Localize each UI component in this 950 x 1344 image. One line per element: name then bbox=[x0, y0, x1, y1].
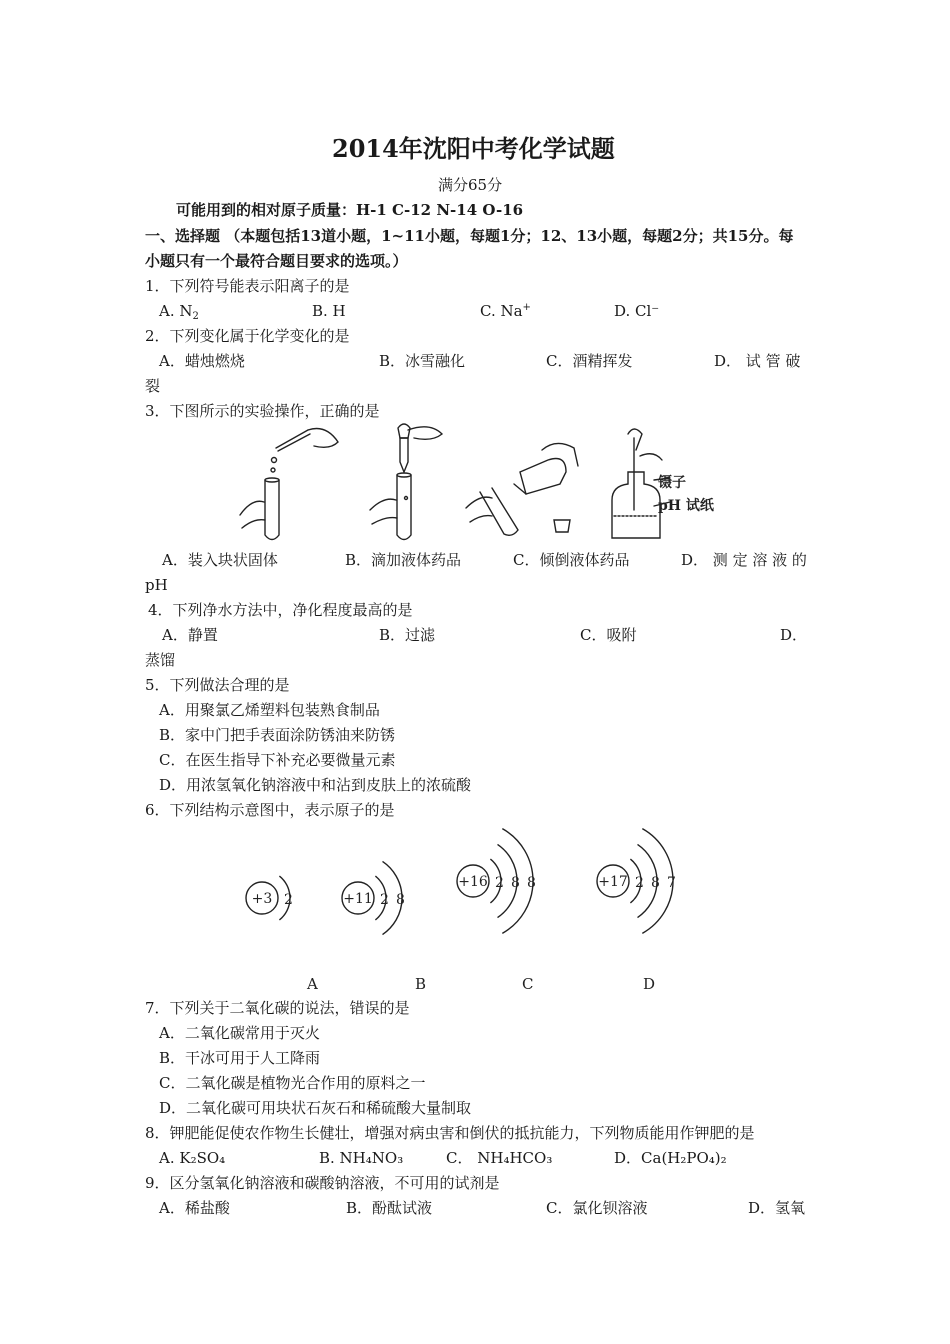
q9-option-c: C．氯化钡溶液 bbox=[546, 1199, 648, 1217]
q4-option-a: A．静置 bbox=[162, 626, 218, 644]
shell-electron-count: 8 bbox=[651, 875, 660, 891]
q9-stem: 9．区分氢氧化钠溶液和碳酸钠溶液，不可用的试剂是 bbox=[145, 1174, 500, 1192]
q8-stem: 8．钾肥能促使农作物生长健壮，增强对病虫害和倒伏的抵抗能力，下列物质能用作钾肥的是 bbox=[145, 1124, 755, 1142]
q1-option-a: A. $N_2$ bbox=[159, 302, 199, 322]
shell-electron-count: 7 bbox=[667, 875, 676, 891]
lab-figure-c bbox=[466, 443, 578, 535]
shell-electron-count: 2 bbox=[635, 875, 644, 891]
q4-stem: 4．下列净水方法中，净化程度最高的是 bbox=[148, 601, 413, 619]
diagram-option-label: D bbox=[643, 975, 656, 993]
atom-diagram-c bbox=[457, 829, 536, 993]
atomic-mass-line: 可能用到的相对原子质量：H-1 C-12 N-14 O-16 bbox=[176, 201, 524, 219]
q5-option-b: B．家中门把手表面涂防锈油来防锈 bbox=[159, 726, 396, 744]
q2-option-a: A．蜡烛燃烧 bbox=[159, 352, 245, 370]
q4-option-c: C．吸附 bbox=[580, 626, 637, 644]
q7-option-b: B．干冰可用于人工降雨 bbox=[159, 1049, 321, 1067]
nucleus-charge: +17 bbox=[598, 874, 628, 890]
shell-electron-count: 8 bbox=[527, 875, 536, 891]
q9-option-b: B．酚酞试液 bbox=[346, 1199, 433, 1217]
q7-option-d: D．二氧化碳可用块状石灰石和稀硫酸大量制取 bbox=[159, 1099, 472, 1117]
q3-option-d-wrap: pH bbox=[145, 576, 168, 594]
ph-paper-label: pH 试纸 bbox=[658, 498, 714, 514]
diagram-option-label: B bbox=[415, 975, 427, 993]
q4-option-d-wrap: 蒸馏 bbox=[145, 651, 176, 669]
nucleus-charge: +16 bbox=[458, 874, 488, 890]
diagram-option-label: C bbox=[522, 975, 534, 993]
q6-stem: 6．下列结构示意图中，表示原子的是 bbox=[145, 801, 395, 819]
q5-stem: 5．下列做法合理的是 bbox=[145, 676, 290, 694]
q4-option-d: D． bbox=[780, 626, 808, 644]
lab-figure-a bbox=[240, 429, 338, 540]
q3-option-c: C．倾倒液体药品 bbox=[513, 551, 630, 569]
q1-option-c: C. Na+ bbox=[480, 302, 531, 320]
q9-option-d: D．氢氧 bbox=[748, 1199, 806, 1217]
lab-figure-b bbox=[370, 424, 442, 540]
shell-electron-count: 8 bbox=[511, 875, 520, 891]
q7-stem: 7．下列关于二氧化碳的说法，错误的是 bbox=[145, 999, 410, 1017]
diagram-option-label: A bbox=[307, 975, 318, 993]
q9-option-a: A．稀盐酸 bbox=[159, 1199, 230, 1217]
q8-option-c: C． NH₄HCO₃ bbox=[446, 1149, 553, 1167]
q8-option-a: A. K₂SO₄ bbox=[159, 1149, 226, 1167]
q3-stem: 3．下图所示的实验操作，正确的是 bbox=[145, 402, 380, 420]
page-title: 2014年沈阳中考化学试题 bbox=[332, 134, 615, 163]
q5-option-d: D．用浓氢氧化钠溶液中和沾到皮肤上的浓硫酸 bbox=[159, 776, 472, 794]
q2-option-d: D． 试 管 破 bbox=[714, 352, 801, 370]
lab-operations-figure bbox=[230, 420, 730, 545]
atom-diagram-a bbox=[246, 876, 318, 993]
shell-electron-count: 2 bbox=[495, 875, 504, 891]
tweezers-label: 镊子 bbox=[658, 475, 686, 491]
q2-option-c: C．酒精挥发 bbox=[546, 352, 633, 370]
nucleus-charge: +3 bbox=[251, 891, 273, 907]
atom-diagram-b bbox=[342, 861, 426, 993]
q5-option-c: C．在医生指导下补充必要微量元素 bbox=[159, 751, 396, 769]
q3-option-d: D． 测 定 溶 液 的 bbox=[681, 551, 807, 569]
q4-option-b: B．过滤 bbox=[379, 626, 436, 644]
section-heading-cont: 小题只有一个最符合题目要求的选项。） bbox=[145, 252, 408, 270]
q3-option-a: A．装入块状固体 bbox=[162, 551, 278, 569]
shell-electron-count: 8 bbox=[396, 892, 405, 908]
atomic-structure-diagrams bbox=[230, 815, 700, 995]
atom-diagram-d bbox=[597, 829, 676, 993]
q5-option-a: A．用聚氯乙烯塑料包装熟食制品 bbox=[159, 701, 380, 719]
section-heading: 一、选择题 （本题包括13道小题，1~11小题，每题1分；12、13小题，每题2分；共15分。每 bbox=[145, 227, 794, 245]
q3-option-b: B．滴加液体药品 bbox=[345, 551, 462, 569]
shell-electron-count: 2 bbox=[380, 892, 389, 908]
q1-option-d: D. Cl⁻ bbox=[614, 302, 660, 320]
q2-option-d-wrap: 裂 bbox=[145, 377, 161, 395]
nucleus-charge: +11 bbox=[343, 891, 373, 907]
q7-option-a: A．二氧化碳常用于灭火 bbox=[159, 1024, 320, 1042]
q2-stem: 2．下列变化属于化学变化的是 bbox=[145, 327, 350, 345]
q1-stem: 1．下列符号能表示阳离子的是 bbox=[145, 277, 350, 295]
full-score: 满分65分 bbox=[438, 176, 503, 194]
q8-option-b: B. NH₄NO₃ bbox=[319, 1149, 404, 1167]
shell-electron-count: 2 bbox=[284, 892, 293, 908]
q7-option-c: C．二氧化碳是植物光合作用的原料之一 bbox=[159, 1074, 426, 1092]
q1-option-b: B. H bbox=[312, 302, 346, 320]
q2-option-b: B．冰雪融化 bbox=[379, 352, 466, 370]
q8-option-d: D．Ca(H₂PO₄)₂ bbox=[614, 1149, 727, 1167]
